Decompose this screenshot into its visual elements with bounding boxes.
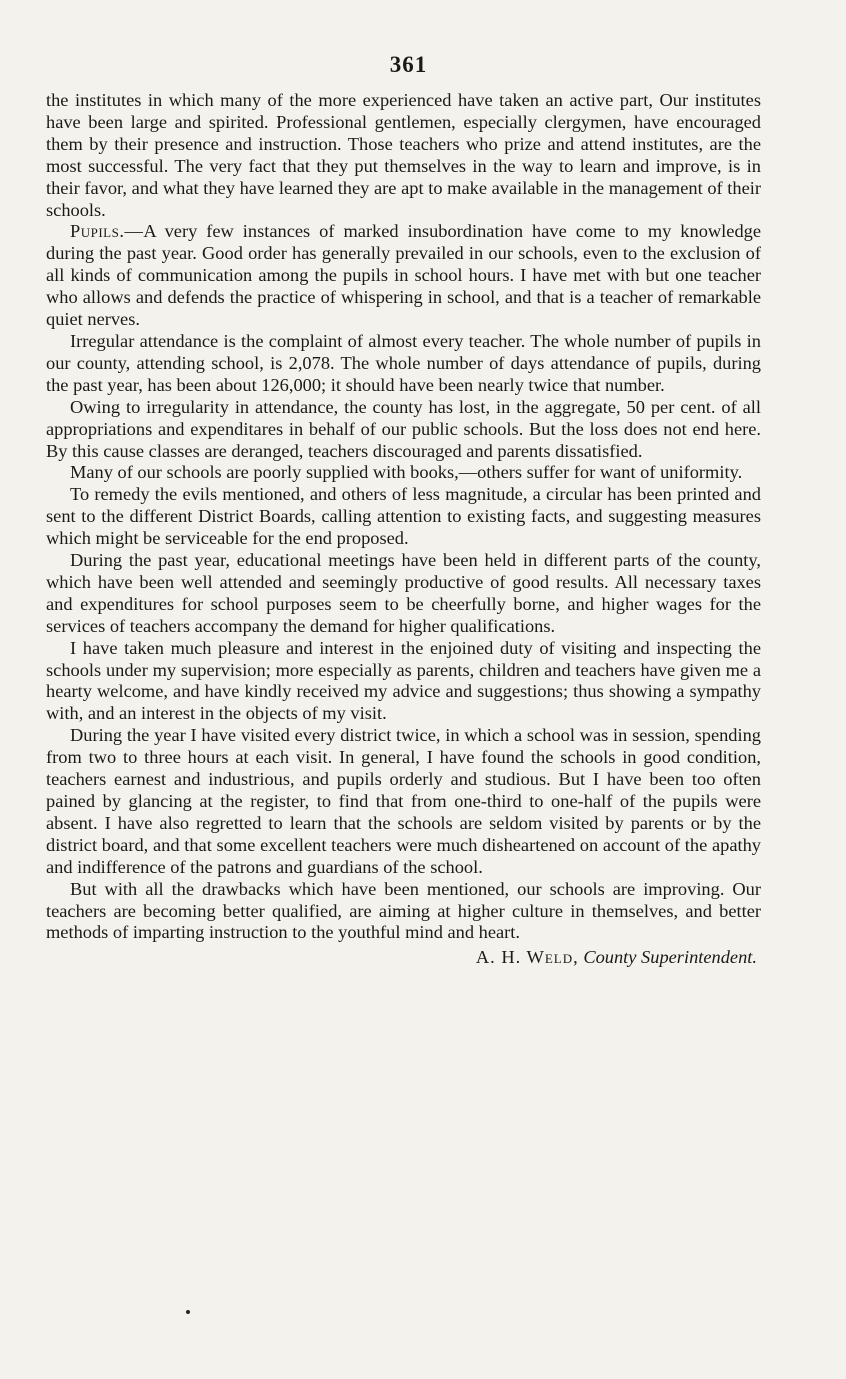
signature-title: County Superintendent. bbox=[583, 947, 757, 968]
paragraph-pupils bbox=[46, 221, 761, 331]
paragraph-attendance: Irregular attendance is the complaint of almost every teacher. The whole number of pupils in our county, attending school, is 2,078. The whole number of days attendance of pupils, during the past year, has been about 126,000; it should have been nearly twice that number. bbox=[46, 330, 761, 395]
paragraph-district-visits: During the year I have visited every district twice, in which a school was in session, spending from two to three hours at each visit. In general, I have found the schools in good condition, teachers earnest and industrious, and pupils orderly and studious. But I have been too often pained by glancing at the register, to find that from one-third to one-half of the pupils were absent. I have also regretted to learn that the schools are seldom visited by parents or by the district board, and that some excellent teachers were much disheartened on account of the apathy and indifference of the patrons and guardians of the school. bbox=[46, 725, 761, 877]
document-page bbox=[46, 52, 761, 968]
paragraph-institutes: the institutes in which many of the more experienced have taken an active part, Our institutes have been large and spirited. Professional gentlemen, especially clergymen, have encouraged them by their presence and instruction. Those teachers who prize and attend institutes, are the most successful. The very fact that they put themselves in the way to learn and improve, is in their favor, and what they have learned they are apt to make available in the management of their schools. bbox=[46, 90, 761, 220]
signature bbox=[46, 946, 761, 968]
signature-name: A. H. Weld, bbox=[475, 947, 579, 968]
paragraph-meetings: During the past year, educational meetings have been held in different parts of the county, which have been well attended and seemingly productive of good results. All necessary taxes and expenditures for school purposes seem to be cheerfully borne, and higher wages for the services of teachers accompany the demand for higher qualifications. bbox=[46, 550, 761, 636]
paragraph-books: Many of our schools are poorly supplied with books,—others suffer for want of uniformity. bbox=[70, 462, 743, 483]
paragraph-improving: But with all the drawbacks which have been mentioned, our schools are improving. Our teachers are becoming better qualified, are aiming at higher culture in themselves, and better methods of imparting instruction to the youthful mind and heart. bbox=[46, 878, 761, 943]
paragraph-circular: To remedy the evils mentioned, and others of less magnitude, a circular has been printed and sent to the different District Boards, calling attention to existing facts, and suggesting measures which might be serviceable for the end proposed. bbox=[46, 484, 761, 549]
paragraph-visiting: I have taken much pleasure and interest in the enjoined duty of visiting and inspecting the schools under my supervision; more especially as parents, children and teachers have given me a hearty welcome, and have kindly received my advice and suggestions; thus showing a sympathy with, and an interest in the objects of my visit. bbox=[46, 637, 761, 724]
paragraph-irregularity: Owing to irregularity in attendance, the county has lost, in the aggregate, 50 per cent. of all appropriations and expenditares in behalf of our public schools. But the loss does not end here. By this cause classes are deranged, teachers discouraged and parents dissatisfied. bbox=[46, 396, 761, 461]
ink-speck bbox=[186, 1310, 190, 1314]
page-number: 361 bbox=[389, 52, 428, 77]
pupils-heading: Pupils.— bbox=[70, 221, 144, 242]
paragraph-pupils-text: A very few instances of marked insubordination have come to my knowledge during the past year. Good order has generally prevailed in our schools, even to the exclusion of all kinds of communication among the pupils in school hours. I have met with but one teacher who allows and defends the practice of whispering in school, and that is a teacher of remarkable quiet nerves. bbox=[46, 221, 761, 330]
